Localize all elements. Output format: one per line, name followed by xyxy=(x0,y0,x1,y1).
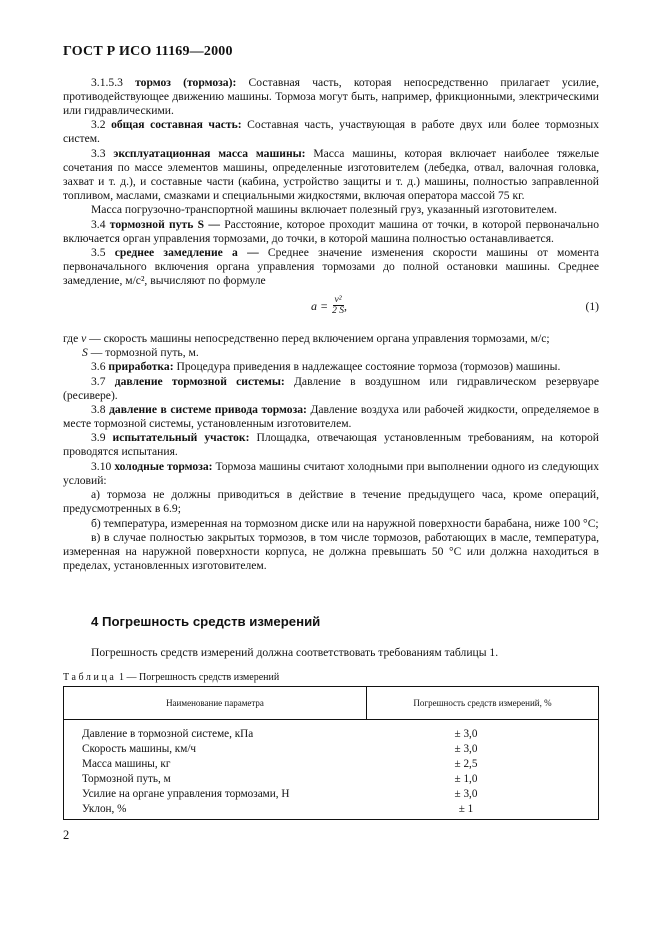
table-cell: Тормозной путь, м xyxy=(82,773,171,785)
table-column-errors xyxy=(448,727,484,817)
paragraph-3-8 xyxy=(63,403,599,431)
formula-denominator: 2 S xyxy=(332,306,344,317)
formula-number: (1) xyxy=(585,300,599,314)
clause-number: 3.6 xyxy=(91,360,109,374)
table-cell: Уклон, % xyxy=(82,803,127,815)
measurement-error-table xyxy=(63,686,599,820)
table-cell: Усилие на органе управления тормозами, Н xyxy=(82,788,290,800)
page-number: 2 xyxy=(63,828,70,842)
definition: Процедура приведения в надлежащее состояние тормоза (тормозов) машины. xyxy=(173,360,561,374)
table-cell: Масса машины, кг xyxy=(82,758,171,770)
table-cell: ± 2,5 xyxy=(454,758,478,770)
formula-comma: , xyxy=(343,298,347,313)
paragraph-3-2 xyxy=(63,118,599,146)
definition: Составная часть, участвующая в работе двух или более тормозных систем. xyxy=(63,118,599,146)
table-cell: ± 3,0 xyxy=(454,743,478,755)
formula xyxy=(311,295,347,316)
clause-number: 3.9 xyxy=(91,431,113,445)
document-header: ГОСТ Р ИСО 11169—2000 xyxy=(63,44,233,59)
list-item-b xyxy=(63,517,599,531)
term: давление тормозной системы: xyxy=(114,374,285,388)
paragraph-3-5 xyxy=(63,246,599,288)
list-item-text: б) температура, измеренная на тормозном диске или на наружной поверхности барабана, ниже 100 °С; xyxy=(91,516,599,530)
list-item-v xyxy=(63,531,599,573)
where-row-s xyxy=(63,346,599,360)
clause-number: 3.10 xyxy=(91,459,115,473)
paragraph-3-3-note xyxy=(63,203,599,217)
paragraph-3-7 xyxy=(63,375,599,403)
section-text: Погрешность средств измерений должна соответствовать требованиям таблицы 1. xyxy=(91,646,499,659)
clause-number: 3.5 xyxy=(91,246,115,260)
clause-number: 3.2 xyxy=(91,118,112,132)
paragraph-3-6 xyxy=(63,360,599,374)
formula-block xyxy=(63,292,599,326)
symbol: v xyxy=(81,332,87,346)
table-caption-title: 1 — Погрешность средств измерений xyxy=(116,672,280,683)
table-caption xyxy=(63,672,279,683)
formula-lhs: a = xyxy=(311,298,329,313)
clause-number: 3.8 xyxy=(91,403,110,417)
where-row-v xyxy=(63,332,599,346)
term: тормоз (тормоза): xyxy=(135,76,237,89)
formula-fraction xyxy=(332,295,344,316)
paragraph-3-10 xyxy=(63,460,599,488)
list-item-text: в) в случае полностью закрытых тормозов, в том числе тормозов, работающих в масле, температура, измеренная на наружной поверхности корпуса, не должна превышать 50 °С или должна находиться в пределах, установленных изготовителем. xyxy=(63,530,599,573)
term: тормозной путь S — xyxy=(109,217,220,231)
section-title: 4 Погрешность средств измерений xyxy=(91,614,321,629)
paragraph-3-4 xyxy=(63,218,599,246)
paragraph-3-1-5-3 xyxy=(63,76,599,118)
definition: Составная часть, которая непосредственно прилагает усилие, противодействующее движению машины. Тормоза могут быть, например, фрикционными, электрическими или гидравлическими. xyxy=(63,76,600,118)
definition: Масса погрузочно-транспортной машины включает полезный груз, указанный изготовителем. xyxy=(91,203,558,217)
symbol-definition: — тормозной путь, м. xyxy=(87,346,199,360)
paragraph-3-3 xyxy=(63,147,599,203)
term: испытательный участок: xyxy=(112,431,250,445)
table-header-parameter: Наименование параметра xyxy=(166,698,264,708)
clause-number: 3.3 xyxy=(91,146,114,160)
term: среднее замедление a — xyxy=(114,246,259,260)
where-lead: где xyxy=(63,332,82,346)
definition: Расстояние, которое проходит машина от точки, в которой первоначально включается орган управления тормозами, до точки, в которой машина полностью останавливается. xyxy=(63,217,600,245)
clause-number: 3.4 xyxy=(91,217,110,231)
term: холодные тормоза: xyxy=(114,459,213,473)
definition: Площадка, отвечающая установленным требованиям, на которой проводятся испытания. xyxy=(63,431,599,459)
symbol-definition: — скорость машины непосредственно перед включением органа управления тормозами, м/с; xyxy=(86,332,550,346)
table-column-parameters xyxy=(82,727,289,817)
definition: Масса машины, которая включает наиболее тяжелые сочетания по массе элементов машины, определенные изготовителем (лебедка, отвал, валочная головка, захват и т. д.), и составные части (кабина, устройство защиты и т. д.) машины, полностью заправленной топливом, маслами, смазками и специальными жидкостями, включая оператора массой 75 кг. xyxy=(63,146,599,202)
list-item-text: а) тормоза не должны приводиться в действие в течение предыдущего часа, кроме операций, предусмотренных в 6.9; xyxy=(63,488,599,516)
table-cell: ± 3,0 xyxy=(454,728,478,740)
table-cell: ± 3,0 xyxy=(454,788,478,800)
definition: Давление в воздушном или гидравлическом резервуаре (ресивере). xyxy=(63,374,599,402)
definition: Тормоза машины считают холодными при выполнении одного из следующих условий: xyxy=(63,459,599,487)
document-body xyxy=(63,76,599,573)
formula-numerator: v² xyxy=(334,295,342,306)
paragraph-3-9 xyxy=(63,431,599,459)
definition: Среднее значение изменения скорости машины от момента первоначального включения органа управления тормозами до полной остановки машины. Среднее замедление, м/с², вычисляют по формуле xyxy=(63,246,599,288)
clause-number: 3.7 xyxy=(91,374,115,388)
clause-number: 3.1.5.3 xyxy=(91,76,136,89)
term: общая составная часть: xyxy=(111,118,242,132)
term: приработка: xyxy=(108,360,174,374)
term: эксплуатационная масса машины: xyxy=(113,146,306,160)
term: давление в системе привода тормоза: xyxy=(109,403,307,417)
table-cell: Давление в тормозной системе, кПа xyxy=(82,728,254,740)
table-cell: ± 1,0 xyxy=(454,773,478,785)
list-item-a xyxy=(63,488,599,516)
table-header-error: Погрешность средств измерений, % xyxy=(413,698,552,708)
symbol: S xyxy=(82,346,88,360)
table-cell: ± 1 xyxy=(458,803,474,815)
table-header-row xyxy=(64,687,598,720)
table-cell: Скорость машины, км/ч xyxy=(82,743,197,755)
definition: Давление воздуха или рабочей жидкости, определяемое в месте тормозной системы, установленным изготовителем. xyxy=(63,403,599,431)
table-caption-word: Таблица xyxy=(63,672,117,683)
